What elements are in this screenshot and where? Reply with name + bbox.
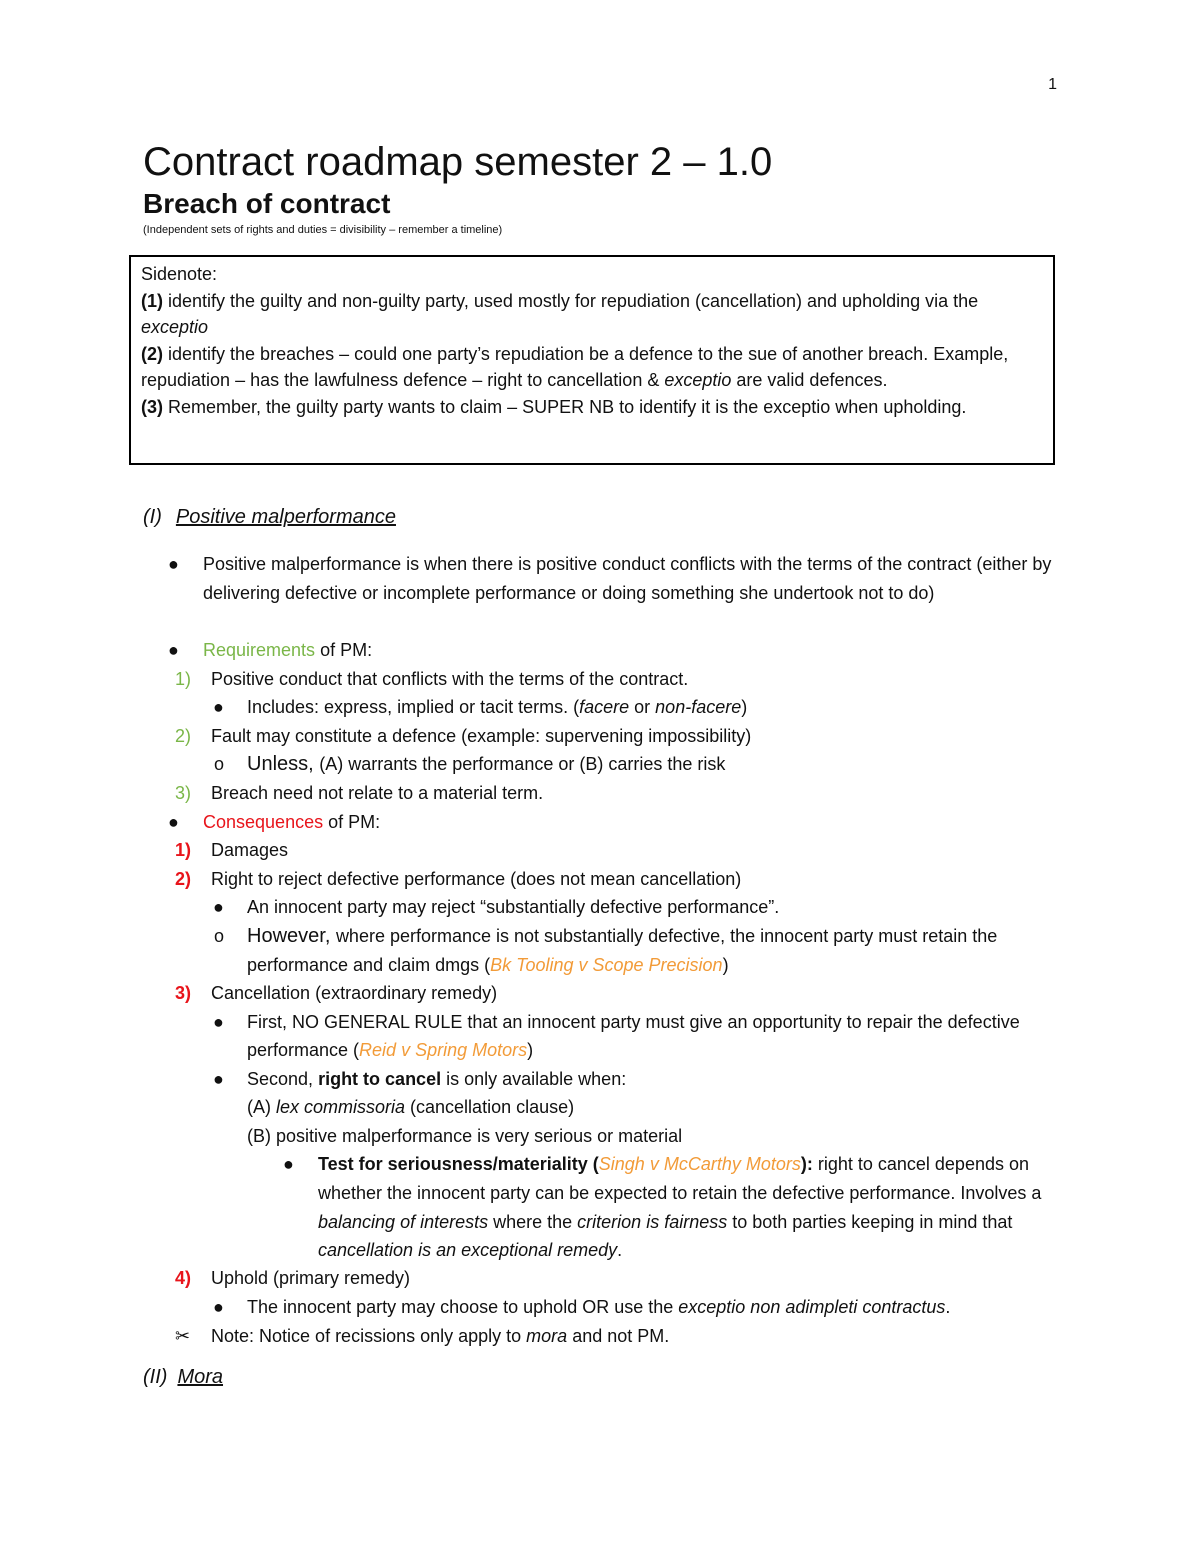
- list-item: 3) Breach need not relate to a material term.: [175, 782, 544, 803]
- section-title: Mora: [177, 1366, 224, 1388]
- list-item: 1) Positive conduct that conflicts with the terms of the contract.: [175, 668, 689, 689]
- bullet-dot-icon: ●: [168, 554, 179, 574]
- list-item: ● Positive malperformance is when there is positive conduct conflicts with the terms of the contract (either by delivering defective or incomplete performance or doing something she undertook not to do): [0, 550, 1200, 636]
- divisibility-note: (Independent sets of rights and duties = divisibility – remember a timeline): [143, 224, 503, 236]
- list-item: ● The innocent party may choose to uphold OR use the exceptio non adimpleti contractus.: [0, 1293, 1200, 1322]
- list-item: o Unless, (A) warrants the performance or (B) carries the risk: [0, 750, 1200, 779]
- list-item: ● Consequences of PM:: [0, 808, 1200, 837]
- sidenote-label: Sidenote:: [141, 264, 218, 284]
- bullet-dot-icon: ●: [213, 1011, 224, 1032]
- section-number: (II): [143, 1366, 168, 1388]
- sidenote-item-1: (1) identify the guilty and non-guilty party, used mostly for repudiation (cancellation) and upholding via the exceptio: [141, 290, 979, 337]
- list-item: o However, where performance is not substantially defective, the innocent party must retain the performance and claim dmgs (Bk Tooling v Scope Precision): [0, 922, 1200, 979]
- bullet-dot-icon: ●: [213, 697, 224, 718]
- scissors-icon: ✂: [175, 1325, 191, 1346]
- bullet-dot-icon: ●: [283, 1154, 294, 1175]
- list-item: 2) Fault may constitute a defence (example: supervening impossibility): [175, 725, 752, 746]
- sidenote-item-2: (2) identify the breaches – could one party’s repudiation be a defence to the sue of another breach. Example, repudiation – has the lawfulness defence – right to cancellation & exceptio are valid defences.: [141, 343, 1009, 390]
- section-number: (I): [143, 506, 162, 528]
- list-item: ● Includes: express, implied or tacit terms. (facere or non-facere): [0, 693, 1200, 722]
- section-body: [0, 550, 1200, 1350]
- circle-bullet-icon: o: [214, 754, 225, 775]
- section-title: Positive malperformance: [175, 506, 396, 528]
- document-title: Contract roadmap semester 2 – 1.0: [143, 140, 773, 184]
- bullet-dot-icon: ●: [213, 1296, 224, 1317]
- list-item: ● Requirements of PM:: [0, 636, 1200, 665]
- list-item: 4) Uphold (primary remedy): [175, 1268, 411, 1289]
- bullet-dot-icon: ●: [168, 640, 179, 660]
- section-heading-positive-malperformance: [143, 506, 396, 529]
- section-heading-mora: [143, 1366, 223, 1389]
- list-item: ● An innocent party may reject “substantially defective performance”.: [0, 893, 1200, 922]
- list-item: (A) lex commissoria (cancellation clause): [247, 1097, 575, 1118]
- document-subtitle: Breach of contract: [143, 188, 391, 219]
- bullet-dot-icon: ●: [168, 811, 179, 832]
- list-item: ✂ Note: Notice of recissions only apply to mora and not PM.: [0, 1322, 1200, 1351]
- list-item: 3) Cancellation (extraordinary remedy): [175, 982, 498, 1003]
- bullet-dot-icon: ●: [213, 1068, 224, 1089]
- list-item: ● Test for seriousness/materiality (Singh v McCarthy Motors): right to cancel depends on whether the innocent party can be expected to retain the defective performance. Involves a balancing of interests where the criterion is fairness to both parties keeping in mind that cancellation is an exceptional remedy.: [0, 1150, 1200, 1264]
- circle-bullet-icon: o: [214, 925, 225, 946]
- page-number: 1: [1048, 76, 1057, 93]
- sidenote-item-3: (3) Remember, the guilty party wants to claim – SUPER NB to identify it is the exceptio when upholding.: [141, 396, 967, 417]
- sidenote-box: [129, 255, 1055, 465]
- bullet-dot-icon: ●: [213, 897, 224, 918]
- list-item: (B) positive malperformance is very serious or material: [247, 1125, 683, 1146]
- list-item: ● First, NO GENERAL RULE that an innocent party must give an opportunity to repair the defective performance (Reid v Spring Motors): [0, 1008, 1200, 1065]
- list-item: 2) Right to reject defective performance (does not mean cancellation): [175, 868, 742, 889]
- list-item: 1) Damages: [175, 840, 289, 861]
- list-item: ● Second, right to cancel is only available when:: [0, 1065, 1200, 1094]
